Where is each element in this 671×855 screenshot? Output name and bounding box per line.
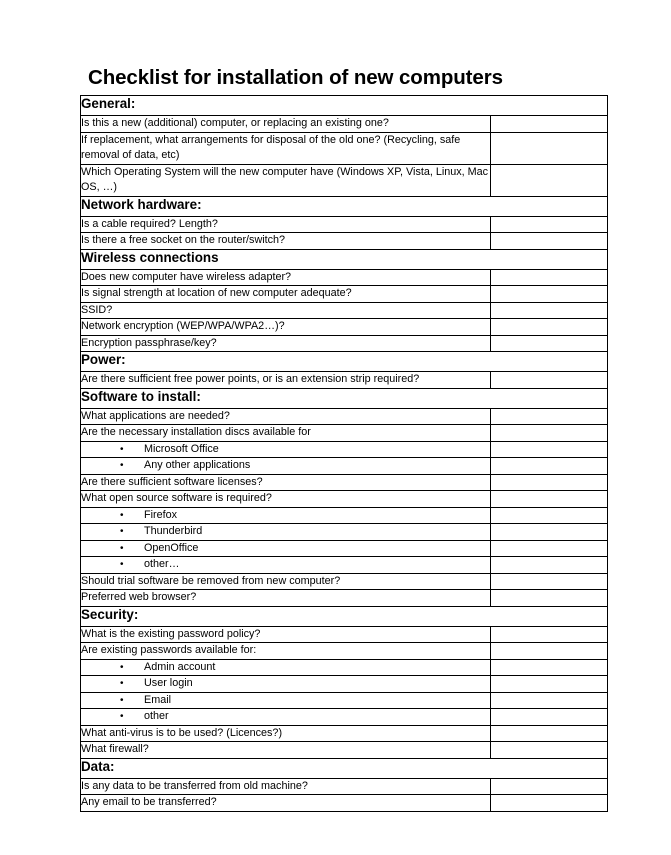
question-text: OpenOffice — [144, 541, 199, 554]
answer-cell[interactable] — [491, 233, 608, 250]
checklist-row — [81, 626, 608, 643]
checklist-table — [80, 95, 608, 812]
answer-cell[interactable] — [491, 573, 608, 590]
answer-cell[interactable] — [491, 474, 608, 491]
checklist-question — [81, 778, 491, 795]
checklist-question — [81, 573, 491, 590]
checklist-row — [81, 164, 608, 196]
bullet-icon: • — [120, 678, 124, 689]
answer-cell[interactable] — [491, 507, 608, 524]
answer-cell[interactable] — [491, 425, 608, 442]
question-text: What firewall? — [81, 743, 149, 755]
question-text: Any other applications — [144, 459, 251, 471]
answer-cell[interactable] — [491, 540, 608, 557]
answer-cell[interactable] — [491, 441, 608, 458]
question-text: Preferred web browser? — [81, 591, 197, 603]
section-header-row — [81, 249, 608, 269]
checklist-subitem — [81, 709, 491, 726]
checklist-row — [81, 441, 608, 458]
question-text: Which Operating System will the new computer have (Windows XP, Vista, Linux, Mac OS, …) — [81, 165, 489, 193]
section-label: Data: — [81, 758, 115, 774]
section-header — [81, 352, 608, 372]
checklist-question — [81, 132, 491, 164]
section-header — [81, 758, 608, 778]
question-text: If replacement, what arrangements for disposal of the old one? (Recycling, safe removal of data, etc) — [81, 133, 461, 161]
question-text: What applications are needed? — [81, 409, 230, 422]
checklist-subitem — [81, 540, 491, 557]
checklist-question — [81, 335, 491, 352]
question-text: User login — [144, 677, 193, 689]
answer-cell[interactable] — [491, 132, 608, 164]
section-label: General: — [81, 96, 136, 111]
question-text: Is any data to be transferred from old machine? — [81, 779, 308, 792]
checklist-question — [81, 116, 491, 133]
page-title: Checklist for installation of new computers — [88, 66, 503, 89]
checklist-subitem — [81, 458, 491, 475]
answer-cell[interactable] — [491, 216, 608, 233]
checklist-row — [81, 692, 608, 709]
checklist-row — [81, 795, 608, 812]
question-text: Are the necessary installation discs available for — [81, 426, 311, 438]
bullet-icon: • — [120, 694, 124, 706]
answer-cell[interactable] — [491, 643, 608, 660]
checklist-question — [81, 795, 491, 812]
checklist-question — [81, 408, 491, 425]
question-text: What is the existing password policy? — [81, 627, 261, 640]
bullet-icon: • — [120, 443, 124, 455]
checklist-row — [81, 458, 608, 475]
checklist-row — [81, 302, 608, 319]
checklist-row — [81, 335, 608, 352]
section-label: Power: — [81, 352, 126, 367]
checklist-row — [81, 425, 608, 442]
checklist-row — [81, 524, 608, 541]
checklist-row — [81, 676, 608, 693]
checklist-subitem — [81, 692, 491, 709]
answer-cell[interactable] — [491, 676, 608, 693]
checklist-question — [81, 372, 491, 389]
answer-cell[interactable] — [491, 116, 608, 133]
checklist-row — [81, 590, 608, 607]
question-text: Are there sufficient software licenses? — [81, 475, 263, 488]
answer-cell[interactable] — [491, 408, 608, 425]
answer-cell[interactable] — [491, 372, 608, 389]
checklist-question — [81, 474, 491, 491]
section-header-row — [81, 388, 608, 408]
question-text: Are there sufficient free power points, or is an extension strip required? — [81, 373, 420, 385]
checklist-row — [81, 319, 608, 336]
question-text: What anti-virus is to be used? (Licences?) — [81, 726, 283, 739]
bullet-icon: • — [120, 559, 124, 570]
bullet-icon: • — [120, 509, 124, 521]
bullet-icon: • — [120, 661, 124, 673]
checklist-row — [81, 233, 608, 250]
checklist-question — [81, 491, 491, 508]
checklist-question — [81, 286, 491, 303]
answer-cell[interactable] — [491, 458, 608, 475]
checklist-row — [81, 643, 608, 660]
checklist-row — [81, 557, 608, 574]
question-text: SSID? — [81, 303, 113, 316]
checklist-question — [81, 742, 491, 759]
checklist-subitem — [81, 659, 491, 676]
question-text: Thunderbird — [144, 525, 203, 537]
question-text: Admin account — [144, 660, 216, 673]
question-text: Does new computer have wireless adapter? — [81, 270, 292, 283]
checklist-row — [81, 269, 608, 286]
checklist-question — [81, 425, 491, 442]
question-text: other… — [144, 558, 180, 570]
checklist-subitem — [81, 441, 491, 458]
answer-cell[interactable] — [491, 795, 608, 812]
answer-cell[interactable] — [491, 778, 608, 795]
answer-cell[interactable] — [491, 491, 608, 508]
section-header — [81, 388, 608, 408]
checklist-question — [81, 164, 491, 196]
answer-cell[interactable] — [491, 335, 608, 352]
bullet-icon: • — [120, 711, 124, 722]
checklist-row — [81, 659, 608, 676]
answer-cell[interactable] — [491, 302, 608, 319]
answer-cell[interactable] — [491, 524, 608, 541]
checklist-row — [81, 507, 608, 524]
checklist-row — [81, 286, 608, 303]
checklist-row — [81, 709, 608, 726]
checklist-row — [81, 372, 608, 389]
section-header — [81, 96, 608, 116]
answer-cell[interactable] — [491, 659, 608, 676]
checklist-row — [81, 573, 608, 590]
checklist-row — [81, 132, 608, 164]
section-header-row — [81, 352, 608, 372]
section-label: Network hardware: — [81, 196, 202, 212]
question-text: What open source software is required? — [81, 492, 272, 504]
checklist-subitem — [81, 507, 491, 524]
question-text: Is a cable required? Length? — [81, 217, 218, 230]
checklist-row — [81, 216, 608, 233]
question-text: other — [144, 710, 169, 722]
answer-cell[interactable] — [491, 590, 608, 607]
question-text: Is signal strength at location of new computer adequate? — [81, 287, 352, 299]
checklist-question — [81, 319, 491, 336]
checklist-row — [81, 474, 608, 491]
bullet-icon: • — [120, 542, 124, 554]
answer-cell[interactable] — [491, 725, 608, 742]
checklist-question — [81, 233, 491, 250]
answer-cell[interactable] — [491, 557, 608, 574]
answer-cell[interactable] — [491, 164, 608, 196]
checklist-question — [81, 269, 491, 286]
answer-cell[interactable] — [491, 626, 608, 643]
section-label: Security: — [81, 606, 139, 622]
question-text: Any email to be transferred? — [81, 796, 217, 808]
checklist-question — [81, 643, 491, 660]
question-text: Encryption passphrase/key? — [81, 336, 217, 349]
checklist-row — [81, 778, 608, 795]
checklist-question — [81, 216, 491, 233]
question-text: Network encryption (WEP/WPA/WPA2…)? — [81, 320, 285, 332]
section-header — [81, 249, 608, 269]
checklist-row — [81, 116, 608, 133]
question-text: Should trial software be removed from new computer? — [81, 574, 341, 587]
question-text: Is there a free socket on the router/switch? — [81, 234, 286, 246]
answer-cell[interactable] — [491, 709, 608, 726]
checklist-question — [81, 725, 491, 742]
checklist-question — [81, 302, 491, 319]
checklist-row — [81, 540, 608, 557]
bullet-icon: • — [120, 526, 124, 537]
checklist-subitem — [81, 676, 491, 693]
checklist-question — [81, 626, 491, 643]
answer-cell[interactable] — [491, 286, 608, 303]
section-header — [81, 196, 608, 216]
question-text: Is this a new (additional) computer, or replacing an existing one? — [81, 117, 389, 129]
section-header-row — [81, 758, 608, 778]
checklist-question — [81, 590, 491, 607]
checklist-row — [81, 742, 608, 759]
checklist-subitem — [81, 524, 491, 541]
section-header-row — [81, 606, 608, 626]
answer-cell[interactable] — [491, 319, 608, 336]
checklist-row — [81, 725, 608, 742]
section-label: Software to install: — [81, 388, 201, 404]
question-text: Firefox — [144, 508, 177, 521]
question-text: Email — [144, 693, 171, 706]
answer-cell[interactable] — [491, 692, 608, 709]
question-text: Are existing passwords available for: — [81, 644, 257, 656]
answer-cell[interactable] — [491, 269, 608, 286]
checklist-subitem — [81, 557, 491, 574]
section-header — [81, 606, 608, 626]
bullet-icon: • — [120, 460, 124, 471]
section-header-row — [81, 196, 608, 216]
section-label: Wireless connections — [81, 249, 219, 265]
answer-cell[interactable] — [491, 742, 608, 759]
checklist-row — [81, 491, 608, 508]
section-header-row — [81, 96, 608, 116]
checklist-row — [81, 408, 608, 425]
question-text: Microsoft Office — [144, 442, 219, 455]
